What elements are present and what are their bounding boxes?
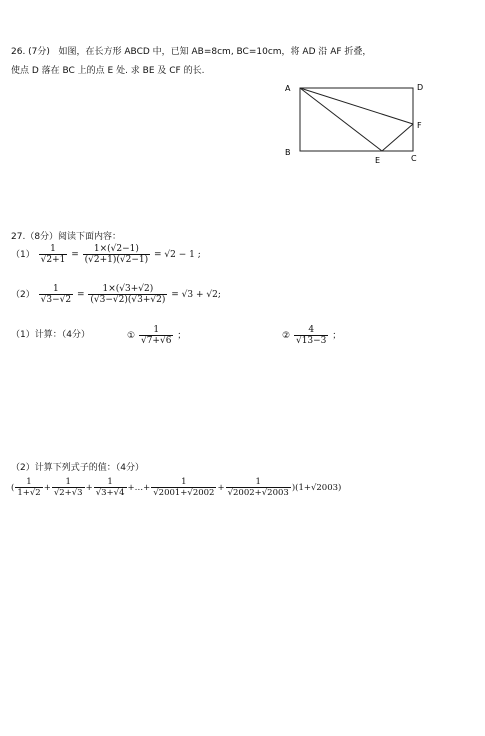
q27-part2-expression: ( $\frac{1}{1+√2}$ + $\frac{1}{√2+√3}$ + $\frac{1}{√3+√4}$ +…+ $\frac{1}{√2001+√2002}$ + $\frac{1}{√2002+√2003}$ )(1+√2003) (11, 477, 342, 498)
part2-term-2 (52, 477, 85, 498)
part2-t5-num: 1 (255, 477, 261, 487)
part2-t4-den: √2001+√2002 (153, 488, 215, 498)
part1-b-den: √13−3 (295, 336, 327, 346)
ex1-lhs-num: 1 (50, 244, 56, 254)
line-ae (300, 88, 382, 151)
line-af (300, 88, 413, 124)
part1-b-end: ； (332, 331, 342, 341)
part2-t2-den: √2+√3 (53, 488, 83, 498)
part2-open: ( (11, 483, 15, 493)
part2-t1-num: 1 (26, 477, 32, 487)
ex2-mid-den: (√3−√2)(√3+√2) (90, 295, 166, 305)
q27-example-1: （1） $\frac{1}{√2+1}$ = $\frac{1\times(√2-1)}{(√2+1)(√2-1)}$ = √2 − 1 ; (11, 244, 201, 265)
ex2-label: （2） (11, 290, 35, 300)
part1-a-fraction (139, 325, 173, 346)
q26-header: 26. (7分) (11, 47, 50, 57)
part2-t2-num: 1 (65, 477, 71, 487)
part1-label: （1）计算：（4分） (11, 330, 90, 340)
label-e: E (375, 156, 381, 165)
q27-part1-b (282, 325, 341, 346)
line-ef (382, 124, 413, 151)
part2-t4-num: 1 (181, 477, 187, 487)
label-b: B (285, 148, 291, 157)
label-c: C (411, 154, 417, 163)
q27-part1 (11, 327, 90, 340)
ex2-mid-num: 1×(√3+√2) (102, 284, 154, 294)
q27-example-2: （2） $\frac{1}{√3-√2}$ = $\frac{1\times(√3+√2)}{(√3-√2)(√3+√2)}$ = √3 + √2; (11, 284, 221, 305)
part1-a-end: ； (177, 331, 187, 341)
part2-term-3 (94, 477, 127, 498)
part2-term-4 (151, 477, 216, 498)
rect-abcd (300, 88, 413, 151)
ex1-lhs-den: √2+1 (40, 255, 66, 265)
part1-a-den: √7+√6 (140, 336, 172, 346)
label-f: F (417, 121, 422, 130)
part2-t5-den: √2002+√2003 (227, 488, 289, 498)
part2-tail: )(1+√2003) (291, 483, 342, 493)
part2-t3-num: 1 (107, 477, 113, 487)
part2-dots: +…+ (127, 483, 151, 493)
ex1-label: （1） (11, 250, 35, 260)
q26-line2 (11, 63, 204, 76)
ex2-lhs-num: 1 (52, 284, 59, 294)
part2-t3-den: √3+√4 (95, 488, 125, 498)
ex1-mid-den: (√2+1)(√2−1) (84, 255, 149, 265)
part2-term-1 (15, 477, 42, 498)
ex1-lhs-fraction (39, 244, 68, 265)
label-d: D (417, 83, 424, 92)
ex2-lhs-den: √3−√2 (40, 295, 72, 305)
part2-t1-den: 1+√2 (17, 488, 41, 498)
q26-text-line1: 如图，在长方形 ABCD 中，已知 AB=8cm, BC=10cm，将 AD 沿 AF 折叠， (58, 47, 372, 57)
part1-b-marker: ② (282, 331, 291, 341)
part1-a-marker: ① (127, 331, 136, 341)
part1-a-num: 1 (153, 325, 160, 335)
part1-b-num: 4 (308, 325, 315, 335)
q26-figure (280, 78, 430, 168)
ex2-mid-fraction (88, 284, 167, 305)
q26-line1 (11, 44, 371, 57)
ex2-lhs-fraction (39, 284, 73, 305)
part2-term-5 (226, 477, 291, 498)
ex2-result: = √3 + √2; (171, 290, 221, 300)
label-a: A (285, 84, 291, 93)
q27-part1-a (127, 325, 186, 346)
part1-b-fraction (294, 325, 328, 346)
ex1-result: = √2 − 1 ; (154, 250, 201, 260)
q26-text-line2: 使点 D 落在 BC 上的点 E 处. 求 BE 及 CF 的长. (11, 66, 205, 76)
q27-header: 27.（8分）阅读下面内容： (11, 232, 122, 242)
q27-part2-label: （2）计算下列式子的值：（4分） (11, 463, 144, 473)
ex1-mid-num: 1×(√2−1) (93, 244, 139, 254)
ex1-mid-fraction (83, 244, 151, 265)
